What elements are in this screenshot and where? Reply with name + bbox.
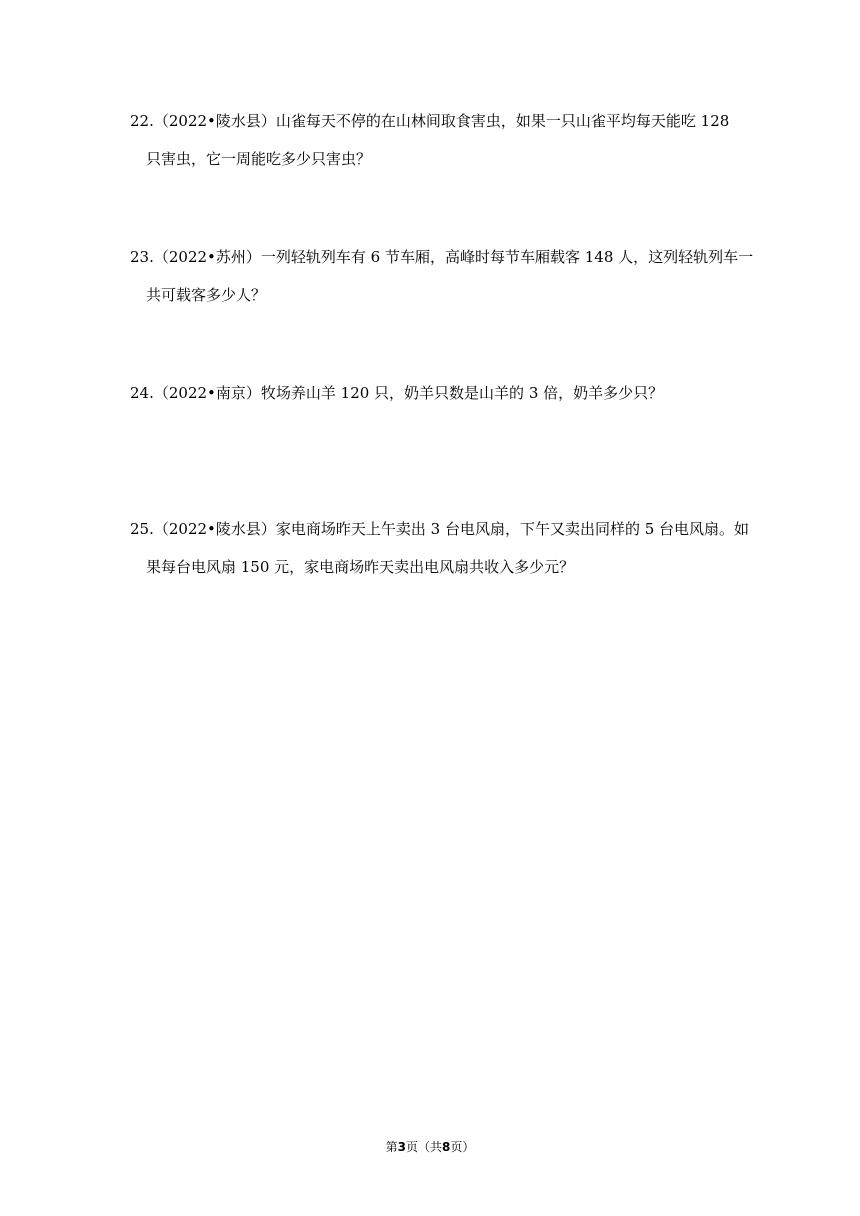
problem-23-line-2: 共可载客多少人？ bbox=[146, 286, 267, 304]
footer-total-pages: 8 bbox=[442, 1140, 451, 1154]
footer-page-number: 3 bbox=[397, 1140, 406, 1154]
footer-prefix: 第 bbox=[385, 1140, 398, 1154]
problem-25-line-1: 25.（2022•陵水县）家电商场昨天上午卖出 3 台电风扇，下午又卖出同样的 5 台电风扇。如 bbox=[130, 520, 750, 538]
problem-24 bbox=[130, 374, 750, 412]
problem-22-line-1: 22.（2022•陵水县）山雀每天不停的在山林间取食害虫，如果一只山雀平均每天能吃 128 bbox=[130, 112, 730, 130]
problem-25 bbox=[130, 510, 750, 586]
problem-24-line-1: 24.（2022•南京）牧场养山羊 120 只，奶羊只数是山羊的 3 倍，奶羊多少只？ bbox=[130, 384, 664, 402]
footer-middle: 页（共 bbox=[405, 1140, 442, 1154]
page-footer bbox=[0, 1138, 860, 1155]
problem-23-line-1: 23.（2022•苏州）一列轻轨列车有 6 节车厢，高峰时每节车厢载客 148 人，这列轻轨列车一 bbox=[130, 248, 754, 266]
footer-suffix: 页） bbox=[450, 1140, 475, 1154]
problem-23 bbox=[130, 238, 754, 314]
problem-25-line-2: 果每台电风扇 150 元，家电商场昨天卖出电风扇共收入多少元？ bbox=[146, 558, 575, 576]
problem-22-line-2: 只害虫，它一周能吃多少只害虫？ bbox=[146, 150, 372, 168]
problem-22 bbox=[130, 102, 750, 178]
